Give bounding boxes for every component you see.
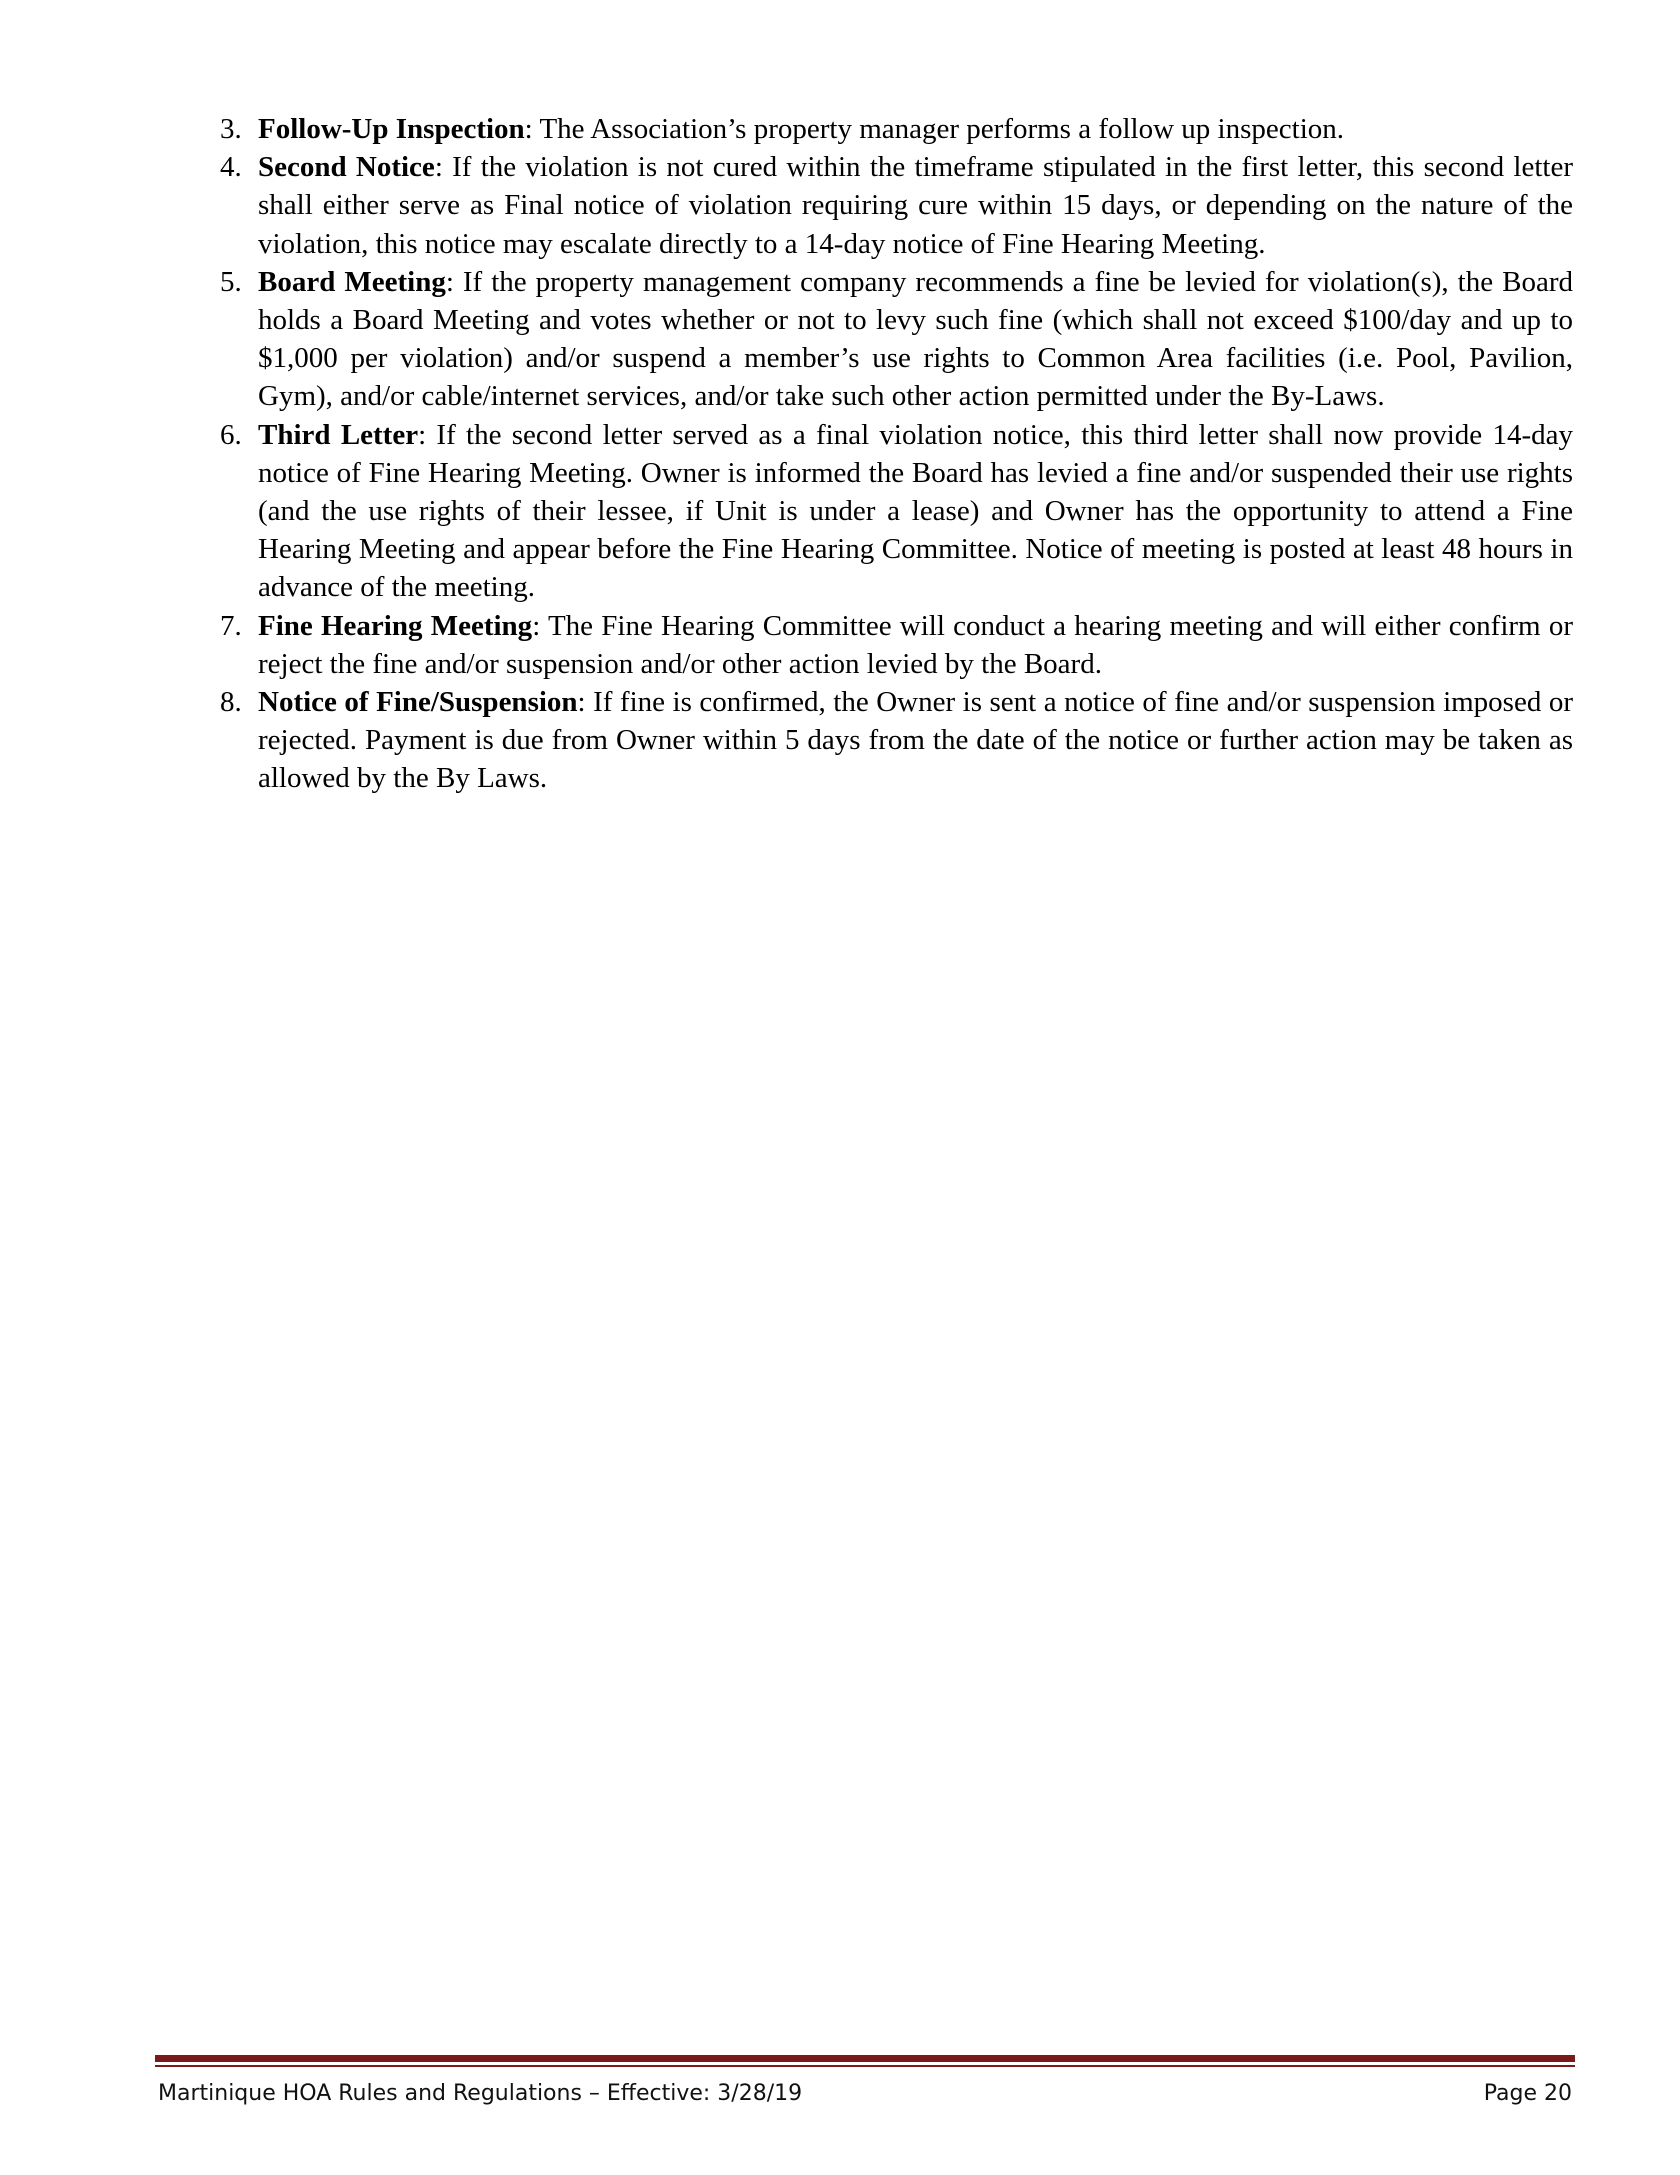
list-item: [218, 263, 1573, 416]
procedure-list: [218, 110, 1573, 798]
item-term: Fine Hearing Meeting: [258, 609, 533, 642]
page-number: Page 20: [1483, 2081, 1572, 2106]
item-number: 8.: [220, 686, 242, 719]
item-number: 3.: [220, 113, 242, 145]
item-text: : If the second letter served as a final violation notice, this third letter shall now provide 14-day notice of Fine Hearing Meeting. Owner is informed the Board has levied a fine and/or suspended their use rights (and the use rights of their lessee, if Unit is under a lease) and Owner has the opportunity to attend a Fine Hearing Meeting and appear before the Fine Hearing Committee. Notice of meeting is posted at least 48 hours in advance of the meeting.: [258, 418, 1573, 604]
item-number: 4.: [220, 151, 242, 184]
item-text: : If fine is confirmed, the Owner is sent a notice of fine and/or suspension imposed or rejected. Payment is due from Owner within 5 days from the date of the notice or further action may be taken as allowed by the By Laws.: [258, 686, 1573, 795]
item-number: 7.: [220, 609, 242, 642]
item-number: 5.: [220, 265, 242, 298]
list-item: [218, 416, 1573, 607]
page-footer: [158, 2076, 1572, 2112]
footer-divider-thin: [155, 2065, 1575, 2067]
list-item: [218, 683, 1573, 798]
item-term: Second Notice: [258, 151, 435, 184]
footer-document-title: Martinique HOA Rules and Regulations – Effective: 3/28/19: [158, 2081, 803, 2106]
footer-divider: [155, 2055, 1575, 2062]
list-item: [218, 148, 1573, 263]
item-text: : The Association’s property manager performs a follow up inspection.: [524, 113, 1345, 145]
item-term: Board Meeting: [258, 265, 446, 298]
list-item: [218, 110, 1573, 148]
list-item: [218, 607, 1573, 683]
item-term: Third Letter: [258, 418, 419, 451]
item-term: Notice of Fine/Suspension: [258, 686, 578, 719]
item-number: 6.: [220, 418, 242, 451]
item-text: : If the violation is not cured within the timeframe stipulated in the first letter, this second letter shall either serve as Final notice of violation requiring cure within 15 days, or depending on the nature of the violation, this notice may escalate directly to a 14-day notice of Fine Hearing Meeting.: [258, 151, 1573, 260]
item-term: Follow-Up Inspection: [258, 113, 525, 145]
item-text: : The Fine Hearing Committee will conduct a hearing meeting and will either confirm or reject the fine and/or suspension and/or other action levied by the Board.: [258, 609, 1573, 680]
item-text: : If the property management company recommends a fine be levied for violation(s), the Board holds a Board Meeting and votes whether or not to levy such fine (which shall not exceed $100/day and up to $1,000 per violation) and/or suspend a member’s use rights to Common Area facilities (i.e. Pool, Pavilion, Gym), and/or cable/internet services, and/or take such other action permitted under the By-Laws.: [258, 265, 1573, 413]
